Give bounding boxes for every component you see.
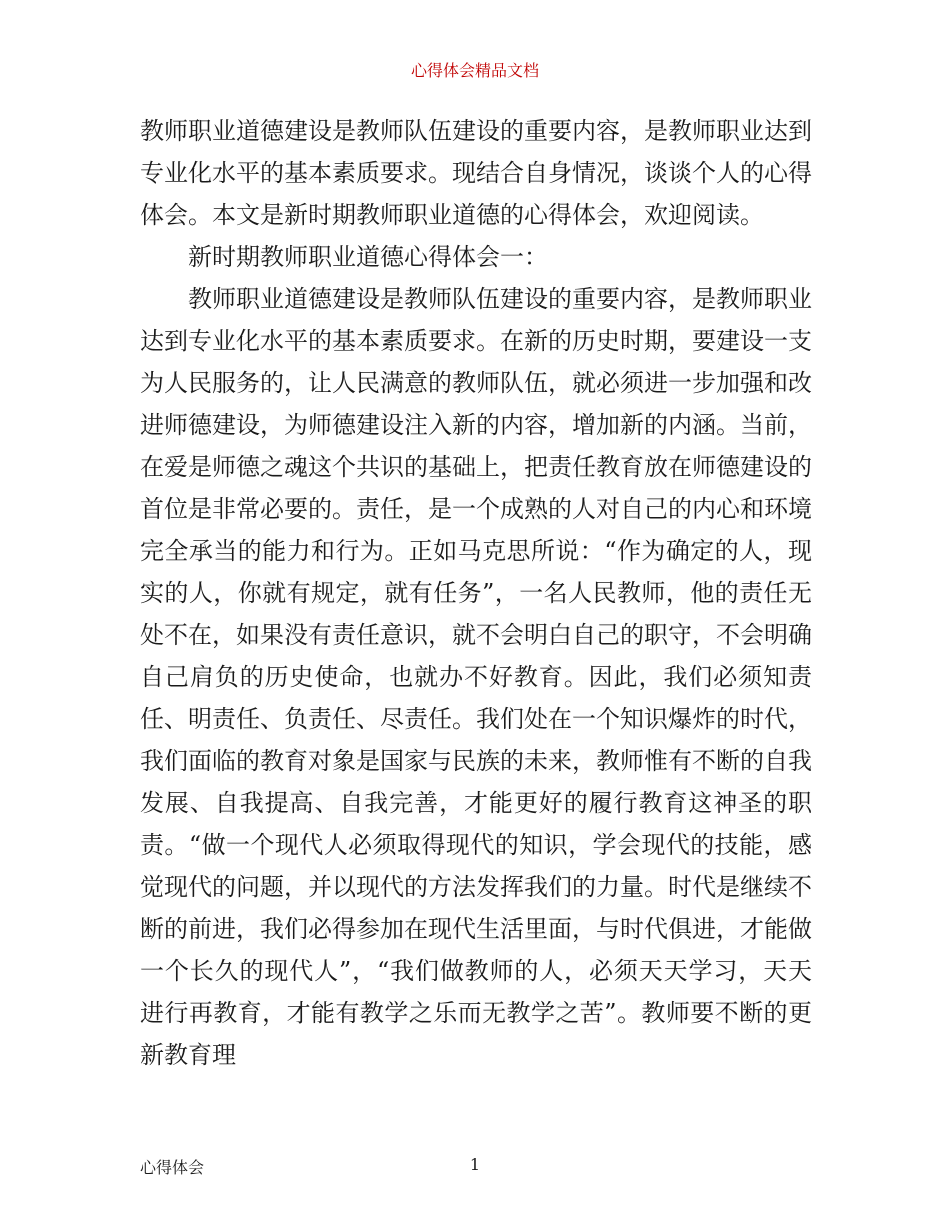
footer-label: 心得体会	[140, 1158, 205, 1177]
document-body	[140, 110, 812, 1076]
document-header-title: 心得体会精品文档	[410, 61, 539, 80]
page-number: 1	[469, 1155, 481, 1174]
intro-paragraph: 教师职业道德建设是教师队伍建设的重要内容，是教师职业达到专业化水平的基本素质要求。现结合自身情况，谈谈个人的心得体会。本文是新时期教师职业道德的心得体会，欢迎阅读。	[140, 117, 812, 229]
section-heading: 新时期教师职业道德心得体会一：	[188, 243, 548, 271]
body-paragraph: 教师职业道德建设是教师队伍建设的重要内容，是教师职业达到专业化水平的基本素质要求。在新的历史时期，要建设一支为人民服务的，让人民满意的教师队伍，就必须进一步加强和改进师德建设，为师德建设注入新的内容，增加新的内涵。当前，在爱是师德之魂这个共识的基础上，把责任教育放在师德建设的首位是非常必要的。责任，是一个成熟的人对自己的内心和环境完全承当的能力和行为。正如马克思所说：“作为确定的人，现实的人，你就有规定，就有任务”，一名人民教师，他的责任无处不在，如果没有责任意识，就不会明白自己的职守，不会明确自己肩负的历史使命，也就办不好教育。因此，我们必须知责任、明责任、负责任、尽责任。我们处在一个知识爆炸的时代，我们面临的教育对象是国家与民族的未来，教师惟有不断的自我发展、自我提高、自我完善，才能更好的履行教育这神圣的职责。“做一个现代人必须取得现代的知识，学会现代的技能，感觉现代的问题，并以现代的方法发挥我们的力量。时代是继续不断的前进，我们必得参加在现代生活里面，与时代俱进，才能做一个长久的现代人”，“我们做教师的人，必须天天学习，天天进行再教育，才能有教学之乐而无教学之苦”。教师要不断的更新教育理	[140, 285, 812, 1069]
